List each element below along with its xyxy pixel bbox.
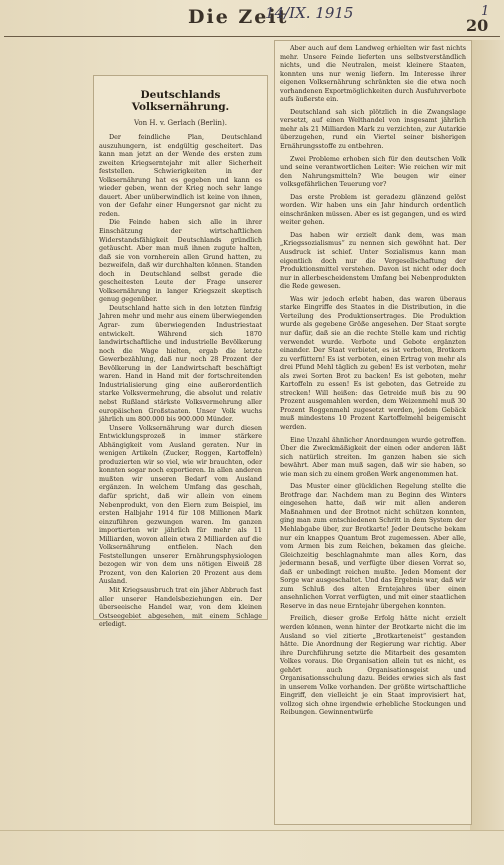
right-paragraph: Was wir jedoch erlebt haben, das waren überaus starke Eingriffe des Staates in die Distribution, in die Verteilung des Produktionsertrages. Die Produktion wurde als gegebene Größe angesehen. Der Staat sorgte nur dafür, daß sie an die rechte Stelle kam und richtig verwendet wurde. Verbote und Gebote ergänzten einander. Der Staat verbietet, es ist verboten, Brotkorn zu verfüttern! Es ist verboten, einen Ertrag von mehr als drei Pfund Mehl täglich zu geben! Es ist verboten, mehr als zwei Sorten Brot zu backen! Es ist geboten, mehr Kartoffeln zu essen! Es ist geboten, das Getreide zu strecken! Will heißen: das Getreide muß bis zu 90 Prozent ausgemahlen werden, dem Weizenmehl muß 30 Prozent Roggenmehl zugesetzt werden, jedem Gebäck muß mindestens 10 Prozent Kartoffelmehl beigemischt werden. bbox=[280, 294, 466, 431]
article-byline: Von H. v. Gerlach (Berlin). bbox=[134, 119, 227, 127]
right-paragraph: Aber auch auf dem Landweg erhielten wir fast nichts mehr. Unsere Feinde lieferten uns selbstverständlich nichts, und die Neutralen, meist kleinere Staaten, konnten uns nur wenig liefern. Im Interesse ihrer eigenen Volksernährung schränkten sie die etwa noch vorhandenen Exportmöglichkeiten durch Ausfuhrverbote aufs äußerste ein. bbox=[280, 44, 466, 104]
masthead bbox=[0, 2, 504, 38]
left-paragraph: Die Feinde haben sich alle in ihrer Einschätzung der wirtschaftlichen Widerstandsfähigkeit Deutschlands gründlich getäuscht. Aber man muß ihnen zugute halten, daß sie von vornherein allen Grund hatten, zu bezweifeln, daß wir durchhalten können. Standen doch in Deutschland selbst gerade die gescheitesten Leute der Frage unserer Volksernährung in langer Kriegszeit skeptisch genug gegenüber. bbox=[99, 218, 262, 304]
right-paragraph: Das haben wir erzielt dank dem, was man „Kriegssozialismus“ zu nennen sich gewöhnt hat. Der Ausdruck ist schief. Unter Sozialismus kann man eigentlich doch nur die Vergesellschaftung der Produktionsmittel verstehen. Davon ist nicht oder doch nur in allerbescheidenstem Umfang bei Nebenprodukten die Rede gewesen. bbox=[280, 230, 466, 291]
newspaper-title: Die Zeit bbox=[188, 6, 289, 28]
left-paragraph: Der feindliche Plan, Deutschland auszuhungern, ist endgültig gescheitert. Das kann man jetzt an der Wende des ersten zum zweiten Kriegserntejahr mit aller Sicherheit feststellen. Schwierigkeiten in der Volksernährung hat es gegeben und kann es wieder geben, wenn der Krieg noch sehr lange dauert. Aber unüberwindlich ist keine von ihnen, von der Gefahr einer Hungersnot gar nicht zu reden. bbox=[99, 133, 262, 218]
archive-mark: 1 bbox=[481, 4, 490, 19]
article-clipping-right bbox=[274, 40, 472, 825]
article-heading: Deutschlands Volksernährung. bbox=[131, 89, 230, 113]
left-paragraph: Mit Kriegsausbruch trat ein jäher Abbruch fast aller unserer Handelsbeziehungen ein. Der überseeische Handel war, von dem kleinen Ostseegebiet abgesehen, mit einem Schlage erledigt. bbox=[99, 585, 262, 629]
article-clipping-left bbox=[93, 75, 268, 629]
fold-line bbox=[0, 830, 504, 831]
right-paragraph: Eine Unzahl ähnlicher Anordnungen wurde getroffen. Über die Zweckmäßigkeit der einen oder anderen läßt sich natürlich streiten. Im ganzen haben sie sich bewährt. Aber man muß sagen, daß wir sie haben, so wie man sich zu einem großen Werk angenommen hat. bbox=[280, 435, 466, 478]
page-number: 20 bbox=[466, 16, 489, 35]
page-edge-strip bbox=[470, 40, 504, 830]
right-paragraph: Freilich, dieser große Erfolg hätte nicht erzielt werden können, wenn hinter der Brotkarte nicht die im Ausland so viel zitierte „Brotkarteneist“ gestanden hätte. Die Anordnung der Regierung war richtig. Aber ihre Durchführung setzte die Mitarbeit des gesamten Volkes voraus. Die Organisation allein tut es nicht, es gehört auch Organisationsgeist und Organisationsschulung dazu. Beides erwies sich als fast in unserem Volke vorhanden. Der größte wirtschaftliche Eingriff, den vielleicht je ein Staat improvisiert hat, vollzog sich ohne irgendwie erhebliche Stockungen und Reibungen. Gewinnentwürfe bbox=[280, 614, 466, 717]
masthead-rule bbox=[4, 36, 500, 37]
right-paragraph: Deutschland sah sich plötzlich in die Zwangslage versetzt, auf einen Welthandel von insgesamt jährlich mehr als 21 Milliarden Mark zu verzichten, zur Autarkie überzugehen, rund ein Viertel seiner bisherigen Ernährungsstoffe zu entbehren. bbox=[280, 107, 466, 151]
right-paragraph: Zwei Probleme erhoben sich für den deutschen Volk und seine verantwortlichen Leiter: Wie reichen wir mit den Nahrungsmitteln? Wie beugen wir einer volksgefährlichen Teuerung vor? bbox=[280, 154, 466, 189]
right-paragraph: Das Muster einer glücklichen Regelung stellte die Brotfrage dar. Nachdem man zu Beginn des Winters eingesehen hatte, daß wir mit allen anderen Maßnahmen und der Brotnot nicht schützen konnten, ging man zum entschiedenen Schritt in dem System der Mehlabgabe über, zur Brotkarte! Jeder Deutsche bekam nur ein knappes Quantum Brot zugemessen. Aber alle, vom Armen bis zum Reichen, bekamen das gleiche. Gleichzeitig beschlagnahmte man alles Korn, das jedermann besaß, und verfügte über diesen Vorrat so, daß er unbedingt reichen mußte. Jeden Moment der Sorge war ausgeschaltet. Und das Ergebnis war, daß wir zum Schluß des alten Erntejahres über einen ansehnlichen Vorrat verfügten, und mit einer staatlichen Reserve in das neue Erntejahr übergehen konnten. bbox=[280, 482, 466, 610]
left-paragraph: Unsere Volksernährung war durch diesen Entwicklungsprozeß in immer stärkere Abhängigkeit vom Ausland geraten. Nur in wenigen Artikeln (Zucker, Roggen, Kartoffeln) produzierten wir so viel, wie wir brauchten, oder konnten sogar noch exportieren. In allen anderen mußten wir unseren Bedarf vom Ausland ergänzen. In welchem Umfang das geschah, dafür spricht, daß wir allein von einem Nebenprodukt, von den Eiern zum Beispiel, im ersten Halbjahr 1914 für 108 Millionen Mark einzuführen gezwungen waren. Im ganzen importierten wir jährlich für mehr als 11 Milliarden, wovon allein etwa 2 Milliarden auf die Volksernährung entfielen. Nach den Feststellungen unserer Ernährungsphysiologen bezogen wir von dem uns nötigen Eiweiß 28 Prozent, von den Kalorien 20 Prozent aus dem Ausland. bbox=[99, 423, 262, 586]
right-paragraph: Das erste Problem ist geradezu glänzend gelöst worden. Wir haben uns ein Jahr hindurch ordentlich einschränken müssen. Aber es ist gegangen, und es wird weiter gehen. bbox=[280, 192, 466, 227]
left-paragraph: Deutschland hatte sich in den letzten fünfzig Jahren mehr und mehr aus einem überwiegenden Agrar- zum überwiegenden Industriestaat entwickelt. Während sich 1870 landwirtschaftliche und industrielle Bevölkerung noch die Wage hielten, ergab die letzte Gewerbezählung, daß nur noch 28 Prozent der Bevölkerung in der Landwirtschaft beschäftigt waren. Hand in Hand mit der fortschreitenden Industrialisierung ging eine außerordentlich starke Volksvermehrung, die absolut und relativ nebst Rußland stärkste Volksvermehrung aller europäischen Großstaaten. Unser Volk wuchs jährlich um 800.000 bis 900.000 Münder. bbox=[99, 303, 262, 424]
handwritten-date: 14/IX. 1915 bbox=[265, 4, 354, 22]
